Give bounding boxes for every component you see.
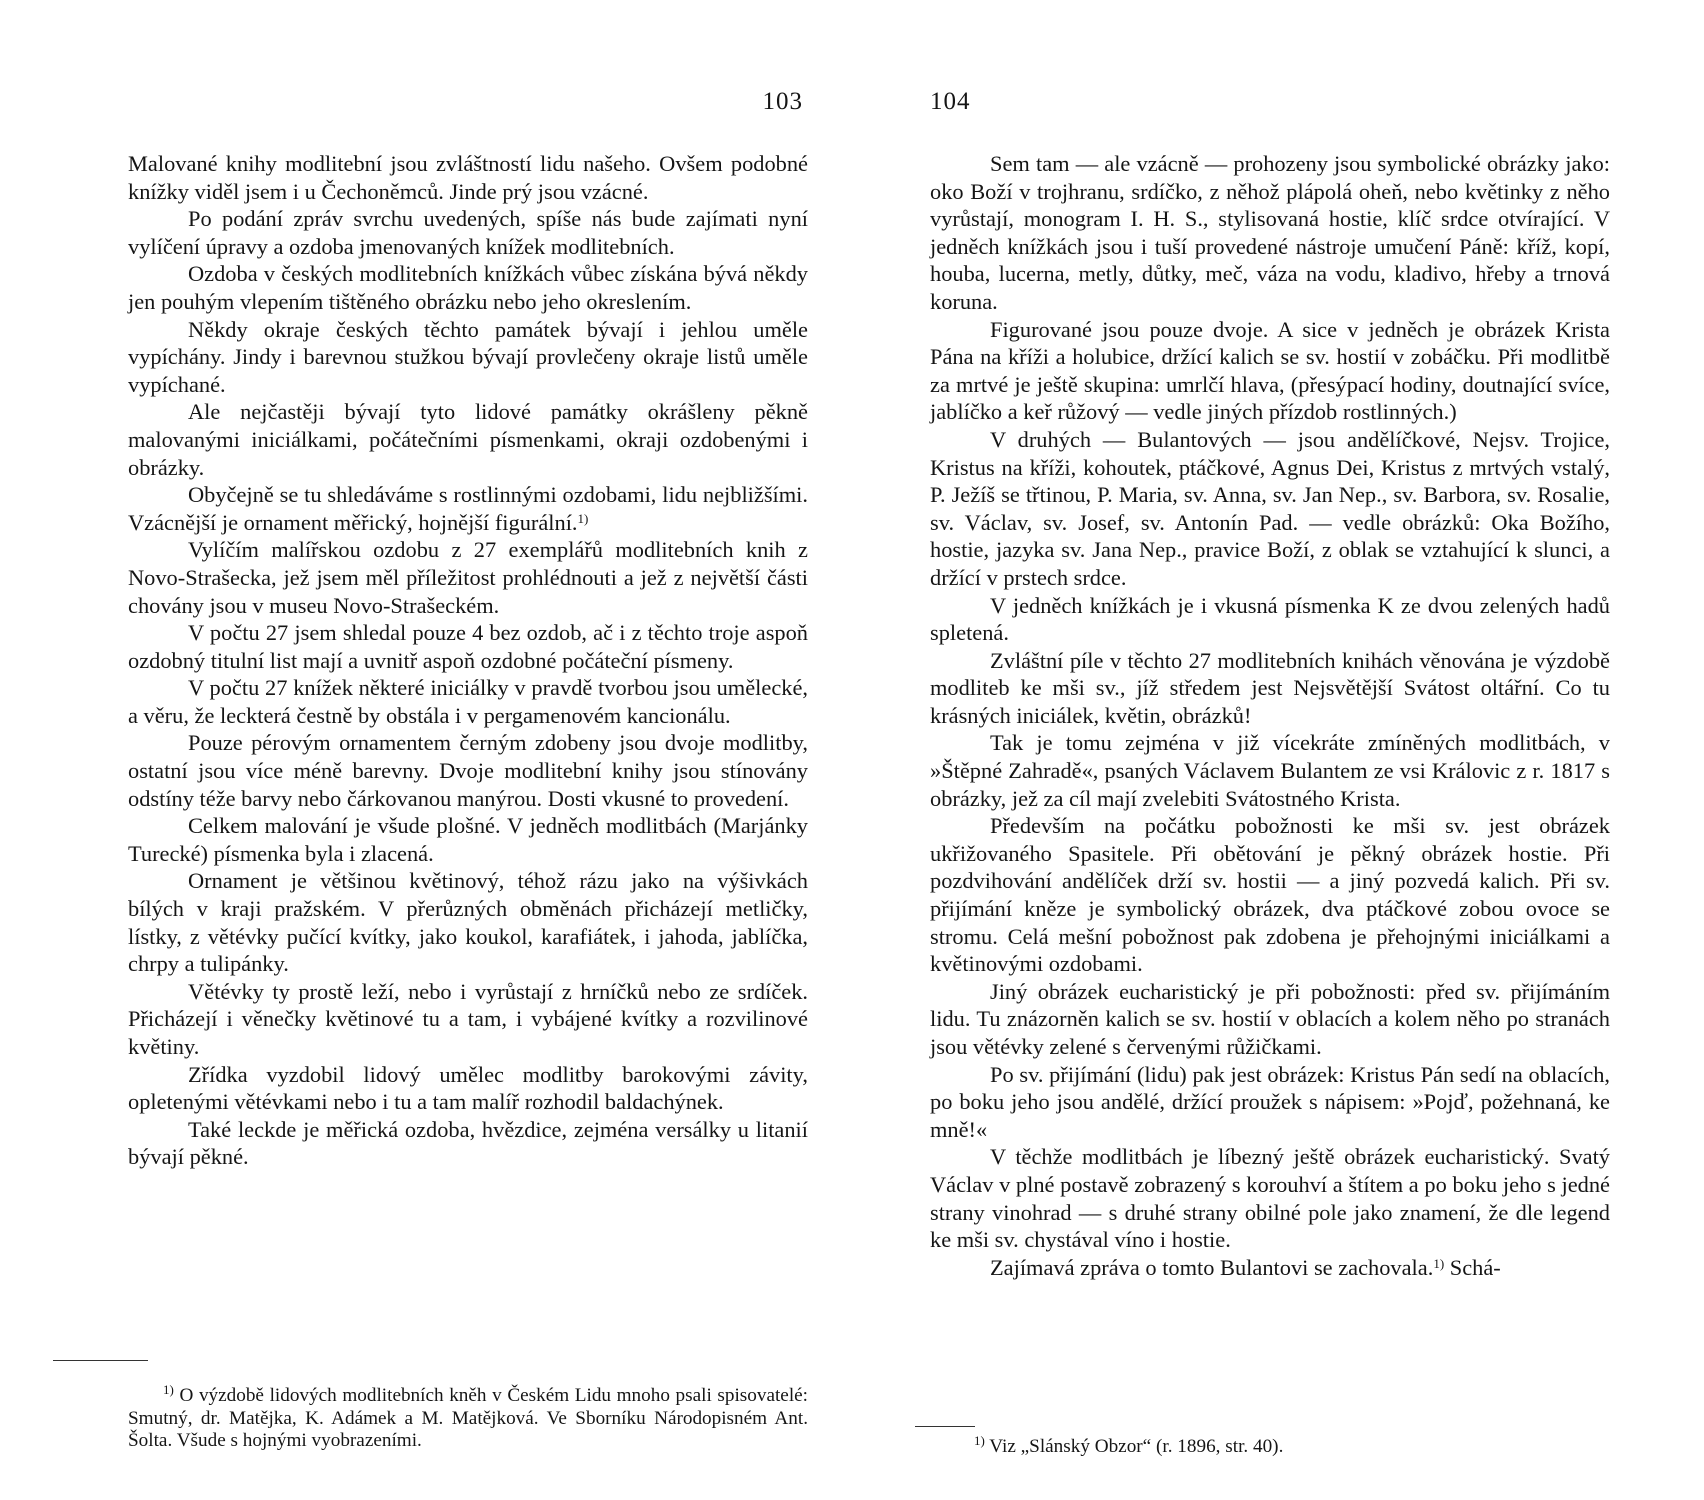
paragraph: Především na počátku pobožnosti ke mši sv. jest obrázek ukřižovaného Spasitele. Při obětování je pěkný obrázek hostie. Při pozdvihování andělíček drží sv. hostii — a jiný pozvedá kalich. Při sv. přijímání kněze je symbolický obrázek, dva ptáčkové zobou ovoce se stromu. Celá mešní pobožnost pak zdobena je přehojnými iniciálkami a květinovými ozdobami. [930,813,1610,977]
paragraph: Také leckde je měřická ozdoba, hvězdice, zejména versálky u litanií bývají pěkné. [128,1116,808,1170]
paragraph: Po sv. přijímání (lidu) pak jest obrázek: Kristus Pán sedí na oblacích, po boku jeho jsou andělé, držící proužek s nápisem: »Pojď, požehnaná, ke mně!« [930,1061,1610,1142]
paragraph: Celkem malování je všude plošné. V jedněch modlitbách (Marjánky Turecké) písmenka byla i zlacená. [128,813,808,866]
paragraph: Sem tam — ale vzácně — prohozeny jsou symbolické obrázky jako: oko Boží v trojhranu, srdíčko, z něhož plápolá oheň, nebo květinky z něho vyrůstají, monogram I. H. S., stylisovaná hostie, klíč srdce otvírající. V jedněch knížkách jsou i tuší provedené nástroje umučení Páně: kříž, kopí, houba, lucerna, metly, důtky, meč, váza na vodu, kladivo, hřeby a trnová koruna. [930,151,1610,314]
paragraph: Jiný obrázek eucharistický je při pobožnosti: před sv. přijímáním lidu. Tu znázorněn kalich se sv. hostií v oblacích a kolem něho po stranách jsou větévky zelené s červenými růžičkami. [930,978,1610,1059]
footnote-text: Viz „Slánský Obzor“ (r. 1896, str. 40). [989,1436,1284,1457]
paragraph-text: Obyčejně se tu shledáváme s rostlinnými ozdobami, lidu nejbližšími. Vzácnější je ornament měřický, hojnější figurální. [128,482,808,535]
paragraph: Ozdoba v českých modlitebních knížkách vůbec získána bývá někdy jen pouhým vlepením tištěného obrázku nebo jeho okreslením. [128,261,808,314]
footnote-divider [53,1360,148,1361]
paragraph: Tak je tomu zejména v již vícekráte zmíněných modlitbách, v »Štěpné Zahradě«, psaných Václavem Bulantem ze vsi Královic z r. 1817 s obrázky, jež za cíl mají zvelebiti Svátostného Krista. [930,730,1610,811]
paragraph: Zvláštní píle v těchto 27 modlitebních knihách věnována je výzdobě modliteb ke mši sv., jíž středem jest Nejsvětější Svátost oltářní. Co tu krásných iniciálek, květin, obrázků! [930,647,1610,728]
page-number: 103 [762,88,803,115]
paragraph: Ornament je většinou květinový, téhož rázu jako na výšivkách bílých v kraji pražském. V přerůzných obměnách přicházejí metličky, lístky, z větévky pučící kvítky, jako koukol, karafiátek, i jahoda, jablíčka, chrpy a tulipánky. [128,868,808,977]
paragraph: Pouze pérovým ornamentem černým zdobeny jsou dvoje modlitby, ostatní jsou více méně barevny. Dvoje modlitební knihy jsou stínovány odstíny téže barvy nebo čárkovanou manýrou. Dosti vkusné to provedení. [128,730,808,811]
paragraph: Po podání zpráv svrchu uvedených, spíše nás bude zajímati nyní vylíčení úpravy a ozdoba jmenovaných knížek modlitebních. [128,206,808,259]
paragraph-tail: Schá- [1444,1254,1501,1280]
footnote-body [128,1382,809,1453]
paragraph: Zřídka vyzdobil lidový umělec modlitby barokovými závity, opletenými větévkami nebo i tu a tam malíř rozhodil baldachýnek. [128,1061,808,1115]
paragraph [930,1254,1610,1282]
paragraph: V počtu 27 knížek některé iniciálky v pravdě tvorbou jsou umělecké, a věru, že leckterá čestně by obstála i v pergamenovém kancionálu. [128,675,808,728]
page-number: 104 [930,88,971,115]
paragraph: Vylíčím malířskou ozdobu z 27 exemplářů modlitebních knih z Novo-Strašecka, jež jsem měl příležitost prohlédnouti a jež z největší části chovány jsou v museu Novo-Strašeckém. [128,537,808,618]
left-page [128,0,808,1500]
paragraph: Někdy okraje českých těchto památek bývají i jehlou uměle vypíchány. Jindy i barevnou stužkou bývají provlečeny okraje listů uměle vypíchané. [128,316,808,397]
footnote-reference: 1) [1433,1255,1445,1271]
paragraph: Malované knihy modlitební jsou zvláštností lidu našeho. Ovšem podobné knížky viděl jsem i u Čechoněmců. Jinde prý jsou vzácné. [128,151,808,204]
paragraph [128,481,808,536]
paragraph: Větévky ty prostě leží, nebo i vyrůstají z hrníčků nebo ze srdíček. Přicházejí i věnečky květinové tu a tam, i vybájené kvítky a rozvilinové květiny. [128,978,808,1059]
footnote-reference: 1) [577,510,589,526]
paragraph: Ale nejčastěji bývají tyto lidové památky okrášleny pěkně malovanými iniciálkami, počátečními písmenkami, okraji ozdobenými i obrázky. [128,399,808,480]
page-body [930,150,1610,1281]
footnote-body [974,1433,1594,1459]
paragraph: V jedněch knížkách je i vkusná písmenka K ze dvou zelených hadů spletená. [930,592,1610,646]
footnote [974,1433,1594,1459]
footnote-marker: 1) [163,1382,174,1397]
paragraph: Figurované jsou pouze dvoje. A sice v jedněch je obrázek Krista Pána na kříži a holubice, držící kalich se sv. hostií v zobáčku. Při modlitbě za mrtvé je ještě skupina: umrlčí hlava, (přesýpací hodiny, doutnající svíce, jablíčko a keř růžový — vedle jiných přízdob rostlinných.) [930,316,1610,425]
paragraph: V těchže modlitbách je líbezný ještě obrázek eucharistický. Svatý Václav v plné postavě zobrazený s korouhví a štítem a po boku jeho s jedné strany vinohrad — s druhé strany obilné pole jako znamení, že dle legend ke mši sv. chystával víno i hostie. [930,1144,1610,1253]
footnote-marker: 1) [974,1433,985,1448]
page-body [128,150,808,1171]
footnote-divider [915,1426,975,1427]
right-page [930,0,1610,1500]
paragraph: V druhých — Bulantových — jsou andělíčkové, Nejsv. Trojice, Kristus na kříži, kohoutek, ptáčkové, Agnus Dei, Kristus z mrtvých vstalý, P. Ježíš se třtinou, P. Maria, sv. Anna, sv. Jan Nep., sv. Barbora, sv. Rosalie, sv. Václav, sv. Josef, sv. Antonín Pad. — vedle obrázků: Oka Božího, hostie, jazyka sv. Jana Nep., pravice Boží, z oblak se vztahující k slunci, a držící v prstech srdce. [930,426,1610,590]
footnote-text: O výzdobě lidových modlitebních kněh v Českém Lidu mnoho psali spisovatelé: Smutný, dr. Matějka, K. Adámek a M. Matějková. Ve Sborníku Národopisném Ant. Šolta. Všude s hojnými vyobrazeními. [128,1385,809,1451]
footnote [128,1382,809,1453]
paragraph: V počtu 27 jsem shledal pouze 4 bez ozdob, ač i z těchto troje aspoň ozdobný titulní list mají a uvnitř aspoň ozdobné počáteční písmeny. [128,620,808,673]
paragraph-text: Zajímavá zpráva o tomto Bulantovi se zachovala. [990,1254,1434,1280]
